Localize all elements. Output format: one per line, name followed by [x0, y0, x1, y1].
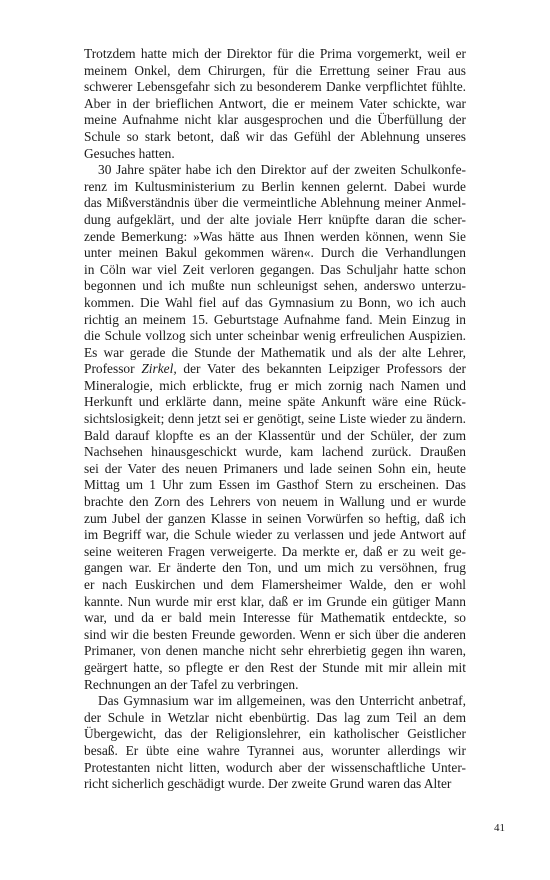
- text-line: meine Aufnahme nicht klar ausgesprochen und die Überfüllung der: [84, 112, 466, 128]
- text-line: kommen. Die Wahl fiel auf das Gymnasium zu Bonn, wo ich auch: [84, 294, 466, 310]
- text-line: Professor Zirkel, der Vater des bekannten Leipziger Professors der: [84, 361, 467, 377]
- text-line: er nach Euskirchen und dem Flamersheimer Walde, den er wohl: [84, 577, 466, 592]
- text-line: kannte. Nun wurde mir erst klar, daß er im Grunde ein gütiger Mann: [84, 593, 466, 609]
- text-line: Rechnungen an der Tafel zu verbringen.: [84, 676, 299, 692]
- text-line: brachte den Zorn des Lehrers von neuem in Wallung und er wurde: [84, 494, 466, 510]
- text-line: richt sicherlich geschädigt wurde. Der zweite Grund waren das Alter: [84, 776, 452, 792]
- text-line: dung aufgeklärt, und der alte joviale Herr knüpfte daran die scher-: [84, 211, 466, 227]
- text-line: der Schule in Wetzlar nicht ebenbürtig. Das lag zum Teil an dem: [84, 709, 466, 725]
- text-line: das Mißverständnis über die vermeintliche Ablehnung meiner Anmel-: [84, 195, 466, 211]
- text-line: renz im Kultusministerium zu Berlin kennen gelernt. Dabei wurde: [84, 178, 466, 194]
- text-line: unter meinen Bakul gekommen wären«. Durch die Verhandlungen: [84, 245, 466, 261]
- body-text: [84, 46, 466, 793]
- text-line: zum Jubel der ganzen Klasse in seinen Vorwürfen so heftig, daß ich: [84, 510, 466, 526]
- text-line: richtig an meinem 15. Geburtstage Aufnahme fand. Mein Einzug in: [84, 311, 466, 327]
- text-line: sichtslosigkeit; denn jetzt sei er genötigt, seine Liste wieder zu ändern.: [84, 411, 466, 427]
- text-line: die Schule vollzog sich unter scheinbar wenig erfreulichen Auspizien.: [84, 328, 466, 344]
- text-line: Aber in der brieflichen Antwort, die er meinem Vater schickte, war: [84, 95, 466, 111]
- text-line: Bald darauf klopfte es an der Klassentür und der Schüler, der zum: [84, 427, 466, 443]
- text-line: besaß. Er übte eine wahre Tyrannei aus, worunter allerdings wir: [84, 742, 466, 758]
- text-line: seine weiteren Fragen verweigerte. Da merkte er, daß er zu weit ge-: [84, 543, 466, 559]
- text-line: Schule so stark betont, daß wir das Gefühl der Ablehnung unseres: [84, 128, 466, 144]
- text-line: Es war gerade die Stunde der Mathematik und als der alte Lehrer,: [84, 344, 466, 360]
- text-line: zende Bemerkung: »Was hätte aus Ihnen werden können, wenn Sie: [84, 228, 466, 244]
- text-line: gangen war. Er änderte den Ton, und um mich zu versöhnen, frug: [84, 560, 466, 576]
- text-line: begonnen und ich mußte nun schleunigst sehen, anderswo unterzu-: [84, 278, 466, 294]
- text-line: Mineralogie, mich erblickte, frug er mich zornig nach Namen und: [84, 377, 466, 393]
- page-number: 41: [494, 822, 505, 834]
- text-line: war, und da er bald mein Interesse für Mathematik entdeckte, so: [84, 610, 466, 626]
- text-line: geärgert hatte, so pflegte er den Rest der Stunde mit mir allein mit: [84, 659, 466, 675]
- text-line: schwerer Lebensgefahr sich zu besonderem Danke verpflichtet fühlte.: [84, 79, 466, 95]
- text-line: 30 Jahre später habe ich den Direktor auf der zweiten Schulkonfe-: [98, 162, 466, 178]
- text-line: in Cöln war viel Zeit verloren gegangen. Das Schuljahr hatte schon: [84, 261, 466, 277]
- text-line: Primaner, von denen manche nicht sehr ehrerbietig gegen ihn waren,: [84, 643, 466, 659]
- text-line: im Begriff war, die Schule wieder zu verlassen und jede Antwort auf: [84, 527, 466, 543]
- text-line: Trotzdem hatte mich der Direktor für die Prima vorgemerkt, weil er: [84, 46, 466, 61]
- text-line: Nachsehen hinausgeschickt wurde, kam lachend zurück. Draußen: [84, 444, 466, 460]
- text-line: sei der Vater des neuen Primaners und lade seinen Sohn ein, heute: [84, 460, 466, 476]
- text-line: Mittag um 1 Uhr zum Essen im Gasthof Stern zu erscheinen. Das: [84, 477, 466, 493]
- text-line: Protestanten nicht litten, wodurch aber der wissenschaftliche Unter-: [84, 759, 466, 775]
- text-line: Übergewicht, das der Religionslehrer, ein katholischer Geistlicher: [84, 726, 466, 742]
- text-line: Das Gymnasium war im allgemeinen, was den Unterricht anbetraf,: [98, 693, 466, 709]
- text-line: Gesuches hatten.: [84, 145, 175, 161]
- text-line: meinem Onkel, dem Chirurgen, für die Errettung seiner Frau aus: [84, 62, 466, 78]
- text-line: sind wir die besten Freunde geworden. Wenn er sich über die anderen: [84, 626, 466, 642]
- text-line: Herkunft und erklärte dann, meine späte Ankunft wäre eine Rück-: [84, 394, 466, 410]
